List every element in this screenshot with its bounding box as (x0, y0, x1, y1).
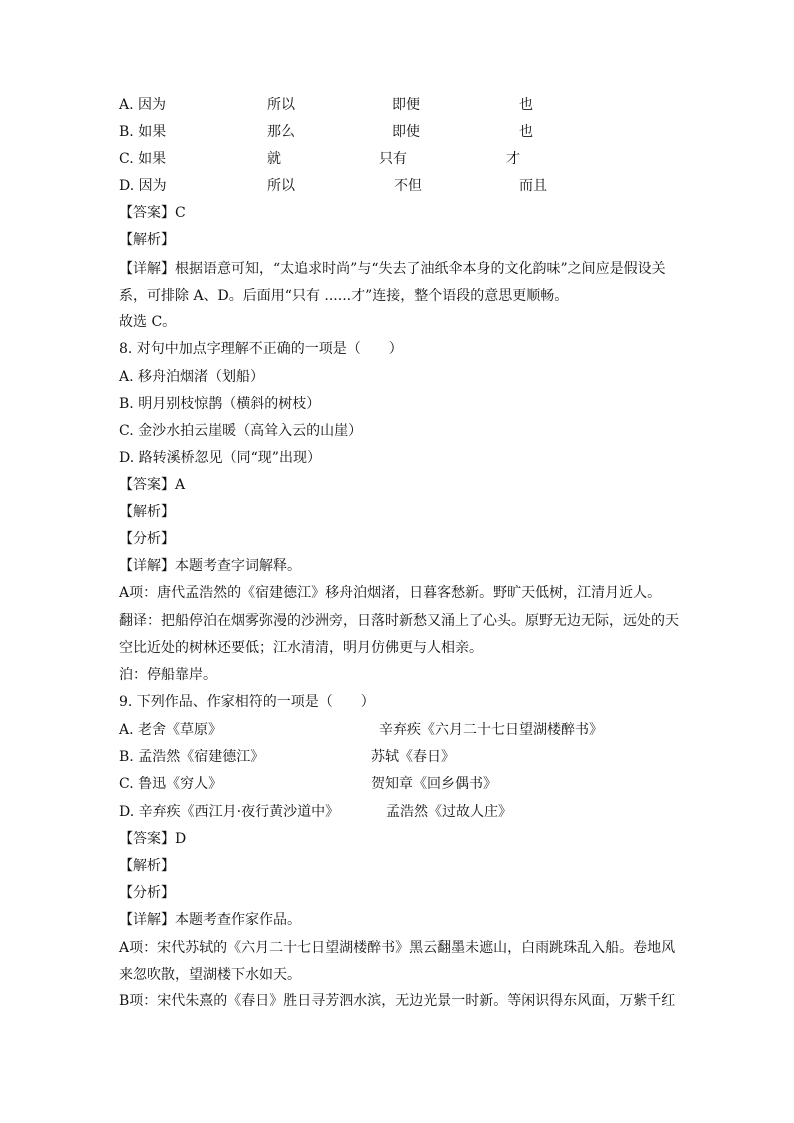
q7-option-b-cell-3: 即使 (392, 124, 420, 140)
q8-fenxi-label: 【分析】 (119, 531, 175, 547)
q9-option-b-right: 苏轼《春日》 (371, 749, 455, 765)
q7-option-d-cell-4: 而且 (519, 178, 547, 194)
q8-option-a: A. 移舟泊烟渚（划船） (119, 369, 265, 385)
q7-option-a-cell-4: 也 (519, 97, 533, 113)
q9-option-c-left: C. 鲁迅《穷人》 (119, 776, 223, 792)
q7-option-c-cell-3: 只有 (379, 151, 407, 167)
q8-option-b: B. 明月别枝惊鹊（横斜的树枝） (119, 396, 321, 412)
q7-detail: 【详解】根据语意可知，“太追求时尚”与“失去了油纸伞本身的文化韵味”之间应是假设关系，可排除 A、D。后面用“只有 ......才”连接，整个语段的意思更顺畅。 (119, 261, 666, 304)
q8-translation: 翻译：把船停泊在烟雾弥漫的沙洲旁，日落时新愁又涌上了心头。原野无边无际，远处的天空比近处的树林还要低；江水清清，明月仿佛更与人相亲。 (119, 613, 679, 656)
q7-option-c-cell-1: C. 如果 (119, 151, 167, 167)
q7-analysis-label: 【解析】 (119, 232, 175, 248)
q9-option-d-right: 孟浩然《过故人庄》 (386, 804, 512, 820)
q7-option-c (119, 150, 679, 168)
q7-option-b-cell-2: 那么 (267, 124, 295, 140)
q7-option-b (119, 123, 679, 141)
q8-option-d: D. 路转溪桥忽见（同“现”出现） (119, 450, 321, 466)
q9-option-d (119, 803, 679, 821)
q7-option-d (119, 177, 679, 195)
q9-answer: 【答案】D (119, 831, 187, 847)
q7-option-d-cell-2: 所以 (267, 178, 295, 194)
q9-option-b (119, 748, 679, 766)
q7-option-a-cell-3: 即便 (392, 97, 420, 113)
q9-item-a: A项：宋代苏轼的《六月二十七日望湖楼醉书》黑云翻墨未遮山，白雨跳珠乱入船。卷地风来忽吹散，望湖楼下水如天。 (119, 940, 676, 983)
q7-option-b-cell-1: B. 如果 (119, 124, 167, 140)
q7-answer: 【答案】C (119, 205, 186, 221)
q9-detail: 【详解】本题考查作家作品。 (119, 912, 301, 928)
q9-option-c (119, 775, 679, 793)
q8-stem: 8. 对句中加点字理解不正确的一项是（ ） (119, 341, 403, 357)
q8-option-c: C. 金沙水拍云崖暖（高耸入云的山崖） (119, 423, 363, 439)
q8-answer: 【答案】A (119, 477, 186, 493)
q7-option-a (119, 96, 679, 114)
q8-detail: 【详解】本题考查字词解释。 (119, 558, 301, 574)
q9-option-a-right: 辛弃疾《六月二十七日望湖楼醉书》 (379, 722, 603, 738)
q7-option-a-cell-1: A. 因为 (119, 97, 167, 113)
q9-analysis-label: 【解析】 (119, 858, 175, 874)
q9-option-d-left: D. 辛弃疾《西江月·夜行黄沙道中》 (119, 804, 340, 820)
q9-option-a (119, 721, 679, 739)
q9-option-c-right: 贺知章《回乡偶书》 (371, 776, 497, 792)
q9-option-a-left: A. 老舍《草原》 (119, 722, 223, 738)
q9-option-b-left: B. 孟浩然《宿建德江》 (119, 749, 265, 765)
q7-option-d-cell-1: D. 因为 (119, 178, 167, 194)
q9-item-b: B项：宋代朱熹的《春日》胜日寻芳泗水滨，无边光景一时新。等闲识得东风面，万紫千红 (119, 993, 676, 1009)
q8-note: 泊：停船靠岸。 (119, 667, 217, 683)
q7-option-b-cell-4: 也 (519, 124, 533, 140)
q7-option-a-cell-2: 所以 (267, 97, 295, 113)
q8-item-a: A项：唐代孟浩然的《宿建德江》移舟泊烟渚，日暮客愁新。野旷天低树，江清月近人。 (119, 585, 662, 601)
q7-option-c-cell-4: 才 (506, 151, 520, 167)
q7-option-c-cell-2: 就 (267, 151, 281, 167)
q9-fenxi-label: 【分析】 (119, 885, 175, 901)
q9-stem: 9. 下列作品、作家相符的一项是（ ） (119, 694, 375, 710)
q7-option-d-cell-3: 不但 (394, 178, 422, 194)
q8-analysis-label: 【解析】 (119, 504, 175, 520)
q7-conclusion: 故选 C。 (119, 314, 177, 330)
